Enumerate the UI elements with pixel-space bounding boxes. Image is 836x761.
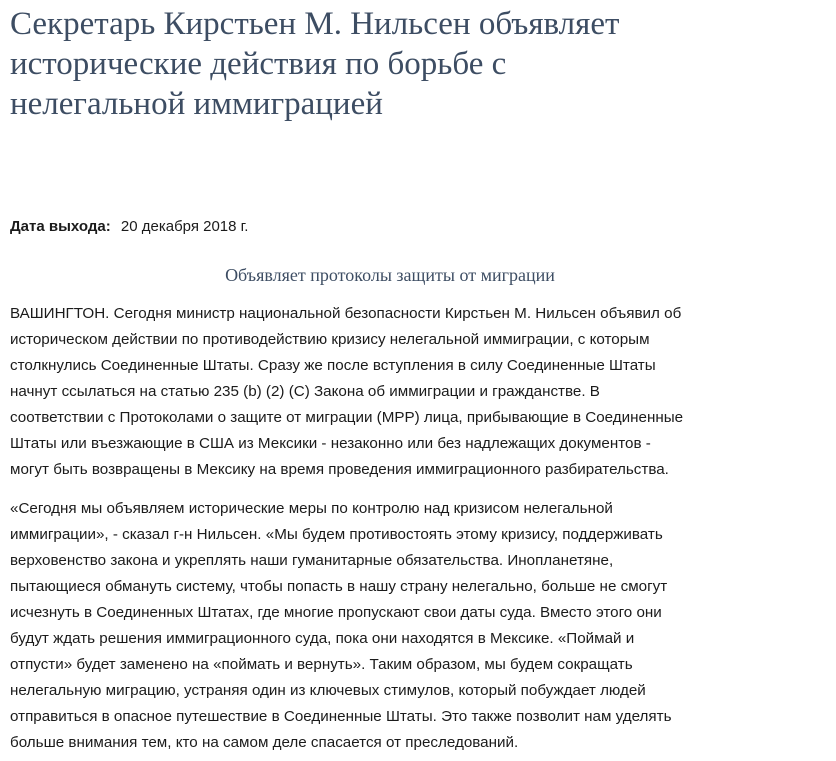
- paragraph-line: соответствии с Протоколами о защите от миграции (MPP) лица, прибывающие в Соединенные: [10, 409, 684, 426]
- paragraph-line: верховенство закона и укреплять наши гуманитарные обязательства. Инопланетяне,: [10, 552, 614, 569]
- release-date-label: Дата выхода:: [10, 218, 111, 235]
- release-date-row: [10, 217, 248, 237]
- article-paragraph: [10, 496, 822, 756]
- title-line: исторические действия по борьбе с: [10, 46, 507, 82]
- paragraph-line: нелегальную миграцию, устраняя один из ключевых стимулов, который побуждает людей: [10, 682, 646, 699]
- paragraph-line: отпусти» будет заменено на «поймать и вернуть». Таким образом, мы будем сокращать: [10, 656, 633, 673]
- paragraph-line: отправиться в опасное путешествие в Соединенные Штаты. Это также позволит нам уделять: [10, 708, 672, 725]
- article-paragraph: [10, 301, 822, 483]
- paragraph-line: «Сегодня мы объявляем исторические меры по контролю над кризисом нелегальной: [10, 500, 613, 517]
- title-line: Секретарь Кирстьен М. Нильсен объявляет: [10, 6, 620, 42]
- paragraph-line: пытающиеся обмануть систему, чтобы попасть в нашу страну нелегально, больше не смогут: [10, 578, 668, 595]
- paragraph-line: Штаты или въезжающие в США из Мексики - незаконно или без надлежащих документов -: [10, 435, 651, 452]
- release-date-value: 20 декабря 2018 г.: [120, 218, 249, 235]
- paragraph-line: столкнулись Соединенные Штаты. Сразу же после вступления в силу Соединенные Штаты: [10, 357, 656, 374]
- paragraph-line: могут быть возвращены в Мексику на время проведения иммиграционного разбирательства.: [10, 461, 669, 478]
- paragraph-line: будут ждать решения иммиграционного суда, пока они находятся в Мексике. «Поймай и: [10, 630, 635, 647]
- paragraph-line: больше внимания тем, кто на самом деле спасается от преследований.: [10, 734, 519, 751]
- paragraph-line: историческом действии по противодействию кризису нелегальной иммиграции, с которым: [10, 331, 650, 348]
- title-line: нелегальной иммиграцией: [10, 86, 383, 122]
- paragraph-line: начнут ссылаться на статью 235 (b) (2) (C) Закона об иммиграции и гражданстве. В: [10, 383, 600, 400]
- paragraph-line: исчезнуть в Соединенных Штатах, где многие пропускают свои даты суда. Вместо этого они: [10, 604, 662, 621]
- article-subtitle: Объявляет протоколы защиты от миграции: [225, 265, 555, 285]
- page-title: [10, 4, 820, 124]
- paragraph-line: иммиграции», - сказал г-н Нильсен. «Мы будем противостоять этому кризису, поддерживать: [10, 526, 663, 543]
- paragraph-line: ВАШИНГТОН. Сегодня министр национальной безопасности Кирстьен М. Нильсен объявил об: [10, 305, 682, 322]
